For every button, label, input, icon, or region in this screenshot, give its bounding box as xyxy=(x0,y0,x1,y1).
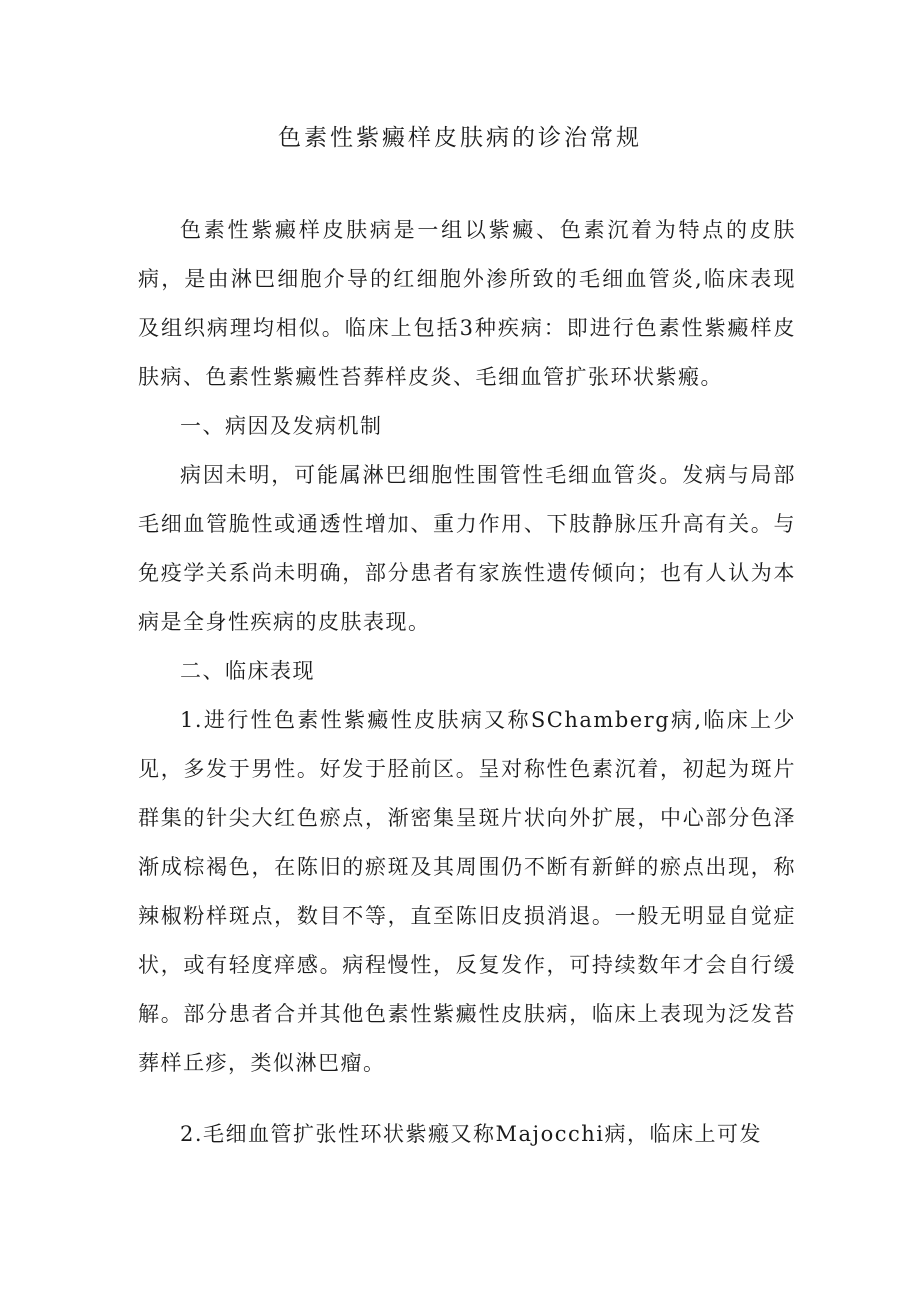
paragraph-clinical-2: 2.毛细血管扩张性环状紫瘢又称Majocchi病，临床上可发 xyxy=(180,1122,762,1146)
paragraph-gap xyxy=(138,1088,796,1110)
page-title: 色素性紫癜样皮肤病的诊治常规 xyxy=(278,125,642,151)
section-heading-etiology: 一、病因及发病机制 xyxy=(180,414,383,438)
section-heading-clinical: 二、临床表现 xyxy=(180,659,315,683)
paragraph-clinical-1: 1.进行性色素性紫癜性皮肤病又称SChamberg病,临床上少见，多发于男性。好发于胫前区。呈对称性色素沉着，初起为斑片群集的针尖大红色瘀点，渐密集呈斑片状向外扩展，中心部分色泽渐成棕褐色，在陈旧的瘀斑及其周围仍不断有新鲜的瘀点出现，称辣椒粉样斑点，数目不等，直至陈旧皮损消退。一般无明显自觉症状，或有轻度痒感。病程慢性，反复发作，可持续数年才会自行缓解。部分患者合并其他色素性紫癜性皮肤病，临床上表现为泛发苔葬样丘疹，类似淋巴瘤。 xyxy=(138,708,796,1075)
paragraph-etiology: 病因未明，可能属淋巴细胞性围管性毛细血管炎。发病与局部毛细血管脆性或通透性增加、重力作用、下肢静脉压升高有关。与免疫学关系尚未明确，部分患者有家族性遗传倾向；也有人认为本病是全身性疾病的皮肤表现。 xyxy=(138,463,796,634)
document-body xyxy=(138,206,796,1159)
paragraph-intro: 色素性紫癜样皮肤病是一组以紫癜、色素沉着为特点的皮肤病，是由淋巴细胞介导的红细胞外渗所致的毛细血管炎,临床表现及组织病理均相似。临床上包括3种疾病：即进行色素性紫癜样皮肤病、色素性紫癜性苔葬样皮炎、毛细血管扩张环状紫瘢。 xyxy=(138,218,796,389)
